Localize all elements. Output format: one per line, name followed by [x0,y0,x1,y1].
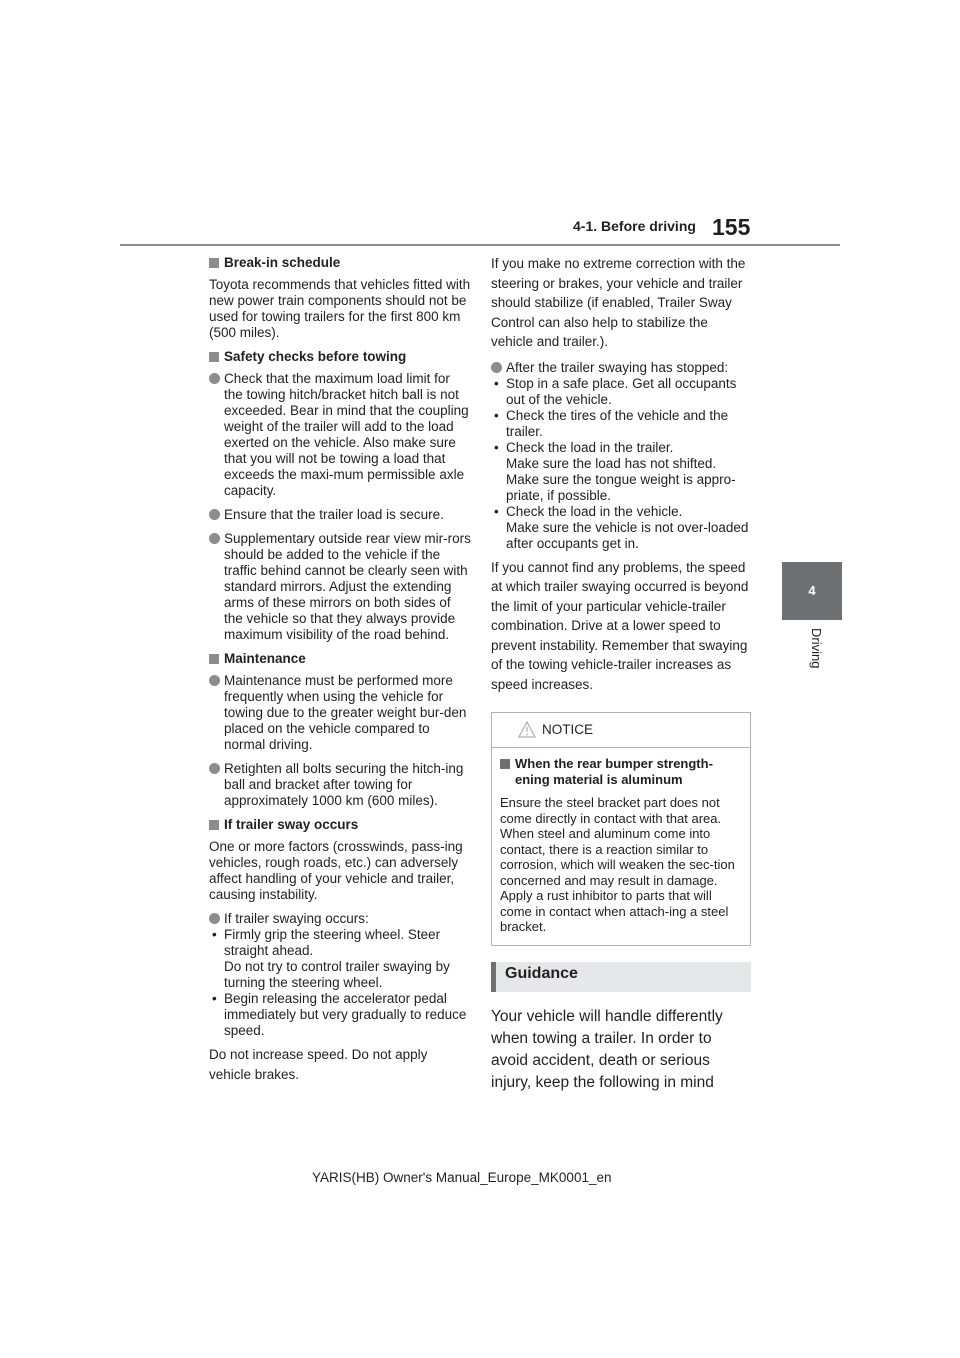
square-bullet-icon [209,654,219,664]
chapter-tab[interactable]: 4 [782,562,842,620]
circle-bullet-icon [209,533,220,544]
notice-text: When steel and aluminum come into contact, there is a reaction similar to corrosion, which will weaken the sec-tion concerned and may result in damage. Apply a rust inhibitor to parts that will come in contact when attach-ing a steel bracket. [500,826,735,934]
safety-item: Ensure that the trailer load is secure. [209,507,471,523]
right-column [491,255,751,1094]
guidance-title: Guidance [505,964,578,982]
maint-item: Maintenance must be performed more frequently when using the vehicle for towing due to the greater weight bur-den placed on the vehicle compared to normal driving. [209,673,471,753]
notice-heading: When the rear bumper strength-ening material is aluminum [500,756,742,787]
circle-bullet-icon [209,675,220,686]
sway-item: If trailer swaying occurs: [209,911,471,927]
circle-bullet-icon [209,373,220,384]
square-bullet-icon [500,759,510,769]
sway-bullet: • Firmly grip the steering wheel. Steer straight ahead. [212,927,441,958]
after-bullet: • Check the tires of the vehicle and the trailer. [494,407,729,439]
circle-bullet-icon [209,913,220,924]
after-bullet-cont: Make sure the load has not shifted. Make sure the tongue weight is appro-priate, if possible. [506,455,736,503]
after-bullet-cont: Make sure the vehicle is not over-loaded after occupants get in. [506,519,749,551]
notice-title: NOTICE [542,722,594,737]
intro-text: If you make no extreme correction with the steering or brakes, your vehicle and trailer should stabilize (if enabled, Trailer Sway Control can also help to stabilize the vehicle and trailer.). [491,256,746,349]
circle-bullet-icon [209,763,220,774]
page-number: 155 [712,214,751,240]
chapter-label: Driving [809,628,824,669]
guidance-header [491,962,751,992]
square-bullet-icon [209,352,219,362]
footer-text: YARIS(HB) Owner's Manual_Europe_MK0001_en [312,1170,612,1185]
header-rule [120,244,840,246]
problems-text: If you cannot find any problems, the speed at which trailer swaying occurred is beyond the limit of your particular vehicle-trailer combination. Drive at a lower speed to prevent instability. Remember that swaying of the towing vehicle-trailer increases as speed increases. [491,559,749,692]
sway-text: One or more factors (crosswinds, pass-ing vehicles, rough roads, etc.) can adversely affect handling of your vehicle and trailer, causing instability. [209,839,463,902]
after-bullet: • Check the load in the trailer. [494,439,674,455]
safety-heading: Safety checks before towing [209,349,471,365]
square-bullet-icon [209,258,219,268]
safety-item: Check that the maximum load limit for the towing hitch/bracket hitch ball is not exceeded. Bear in mind that the coupling weight of the trailer will add to the load exerted on the vehicle. Also make sure that you will not be towing a load that exceeds the maxi-mum permissible axle capacity. [209,371,471,499]
guidance-text: Your vehicle will handle differently when towing a trailer. In order to avoid accident, death or serious injury, keep the following in mind [491,1007,723,1091]
notice-header [492,713,750,748]
sway-bullet: • Begin releasing the accelerator pedal immediately but very gradually to reduce speed. [212,991,467,1038]
guidance-bar [491,962,496,992]
circle-bullet-icon [491,362,502,373]
after-bullet: • Check the load in the vehicle. [494,503,683,519]
breakin-text: Toyota recommends that vehicles fitted with new power train components should not be used for towing trailers for the first 800 km (500 miles). [209,277,471,340]
circle-bullet-icon [209,509,220,520]
after-bullet: • Stop in a safe place. Get all occupants out of the vehicle. [494,375,737,407]
notice-box [491,712,751,946]
notice-text: Ensure the steel bracket part does not come directly in contact with that area. [500,795,722,826]
warning-triangle-icon [518,721,536,738]
sway-heading: If trailer sway occurs [209,817,471,833]
left-column [209,255,471,1090]
sway-bullet-cont: Do not try to control trailer swaying by turning the steering wheel. [224,959,450,990]
sway-tail: Do not increase speed. Do not apply vehicle brakes. [209,1047,428,1082]
safety-item: Supplementary outside rear view mir-rors should be added to the vehicle if the traffic behind cannot be clearly seen with standard mirrors. Adjust the extending arms of these mirrors on both sides of the vehicle so that they always provide maximum visibility of the road behind. [209,531,471,643]
header-section-title: 4-1. Before driving [573,218,696,234]
notice-body [492,748,750,945]
square-bullet-icon [209,820,219,830]
after-item: After the trailer swaying has stopped: [491,360,751,376]
maint-item: Retighten all bolts securing the hitch-ing ball and bracket after towing for approximately 1000 km (600 miles). [209,761,471,809]
maint-heading: Maintenance [209,651,471,667]
breakin-heading: Break-in schedule [209,255,471,271]
